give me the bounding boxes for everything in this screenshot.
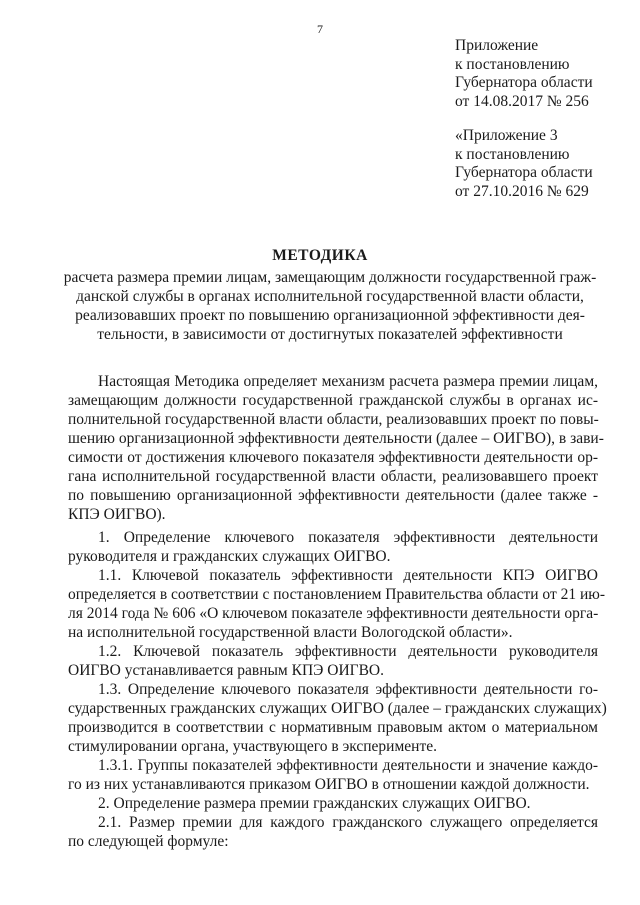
appendix-line: Губернатора области: [455, 74, 593, 91]
subtitle-line: расчета размера премии лицам, замещающим должности государственной граж-: [63, 269, 597, 286]
appendix-line: к постановлению: [455, 55, 570, 73]
paragraph-section-2: [68, 794, 598, 813]
paragraph-line: по повышению организационной эффективности деятельности (далее также -: [68, 487, 598, 504]
paragraph-section-1: [68, 528, 598, 566]
paragraph-line: стимулировании органа, участвующего в эксперименте.: [68, 738, 437, 755]
appendix-header-current: [455, 37, 635, 111]
paragraph-line: ля 2014 года № 606 «О ключевом показателе эффективности деятельности орга-: [68, 605, 599, 622]
appendix-line: от 14.08.2017 № 256: [455, 92, 589, 110]
paragraph-line: симости от достижения ключевого показателя эффективности деятельности ор-: [68, 449, 598, 466]
appendix-header-previous: [455, 127, 635, 201]
paragraph-line: по следующей формуле:: [68, 833, 229, 850]
appendix-line: Приложение: [455, 37, 539, 54]
appendix-line: к постановлению: [455, 145, 570, 163]
paragraph-line: 1.2. Ключевой показатель эффективности деятельности руководителя: [98, 643, 598, 660]
paragraph-line: шению организационной эффективности деятельности (далее – ОИГВО), в зави-: [68, 430, 604, 447]
appendix-line: «Приложение 3: [455, 127, 558, 144]
subtitle-line: реализовавших проект по повышению организационной эффективности дея-: [75, 307, 585, 324]
paragraph-line: КПЭ ОИГВО).: [68, 506, 166, 523]
paragraph-section-1-2: [68, 642, 598, 680]
paragraph-line: полнительной государственной власти области, реализовавших проект по повы-: [68, 411, 599, 428]
paragraph-section-1-3: [68, 680, 607, 756]
subtitle-line: тельности, в зависимости от достигнутых показателей эффективности: [97, 326, 563, 343]
paragraph-intro: [68, 372, 604, 524]
paragraph-line: 1.1. Ключевой показатель эффективности деятельности КПЭ ОИГВО: [98, 567, 598, 584]
page-number: 7: [317, 22, 323, 36]
document-title: МЕТОДИКА: [272, 247, 368, 264]
paragraph-line: 1. Определение ключевого показателя эффективности деятельности: [98, 529, 598, 546]
paragraph-section-1-1: [68, 566, 606, 642]
appendix-line: Губернатора области: [455, 164, 593, 181]
paragraph-line: 2.1. Размер премии для каждого гражданского служащего определяется: [98, 814, 598, 831]
subtitle-line: данской службы в органах исполнительной государственной власти области,: [76, 288, 584, 305]
document-subtitle: [60, 268, 600, 344]
paragraph-line: 1.3. Определение ключевого показателя эффективности деятельности го-: [98, 681, 598, 698]
paragraph-line: сударственных гражданских служащих ОИГВО (далее – гражданских служащих): [68, 700, 607, 717]
paragraph-line: 1.3.1. Группы показателей эффективности деятельности и значение каждо-: [98, 757, 598, 774]
paragraph-line: производится в соответствии с нормативным правовым актом о материальном: [68, 719, 598, 736]
paragraph-line: на исполнительной государственной власти Вологодской области».: [68, 624, 513, 641]
paragraph-line: Настоящая Методика определяет механизм расчета размера премии лицам,: [98, 373, 598, 390]
paragraph-line: определяется в соответствии с постановлением Правительства области от 21 ию-: [68, 586, 606, 603]
paragraph-section-1-3-1: [68, 756, 598, 794]
paragraph-line: ОИГВО устанавливается равным КПЭ ОИГВО.: [68, 662, 385, 679]
paragraph-line: 2. Определение размера премии гражданских служащих ОИГВО.: [98, 795, 531, 812]
appendix-line: от 27.10.2016 № 629: [455, 182, 589, 200]
paragraph-line: го из них устанавливаются приказом ОИГВО в отношении каждой должности.: [68, 776, 590, 793]
paragraph-section-2-1: [68, 813, 598, 851]
paragraph-line: руководителя и гражданских служащих ОИГВО.: [68, 548, 391, 565]
paragraph-line: замещающим должности государственной гражданской службы в органах ис-: [68, 392, 598, 409]
paragraph-line: гана исполнительной государственной власти области, реализовавшего проект: [68, 468, 598, 485]
